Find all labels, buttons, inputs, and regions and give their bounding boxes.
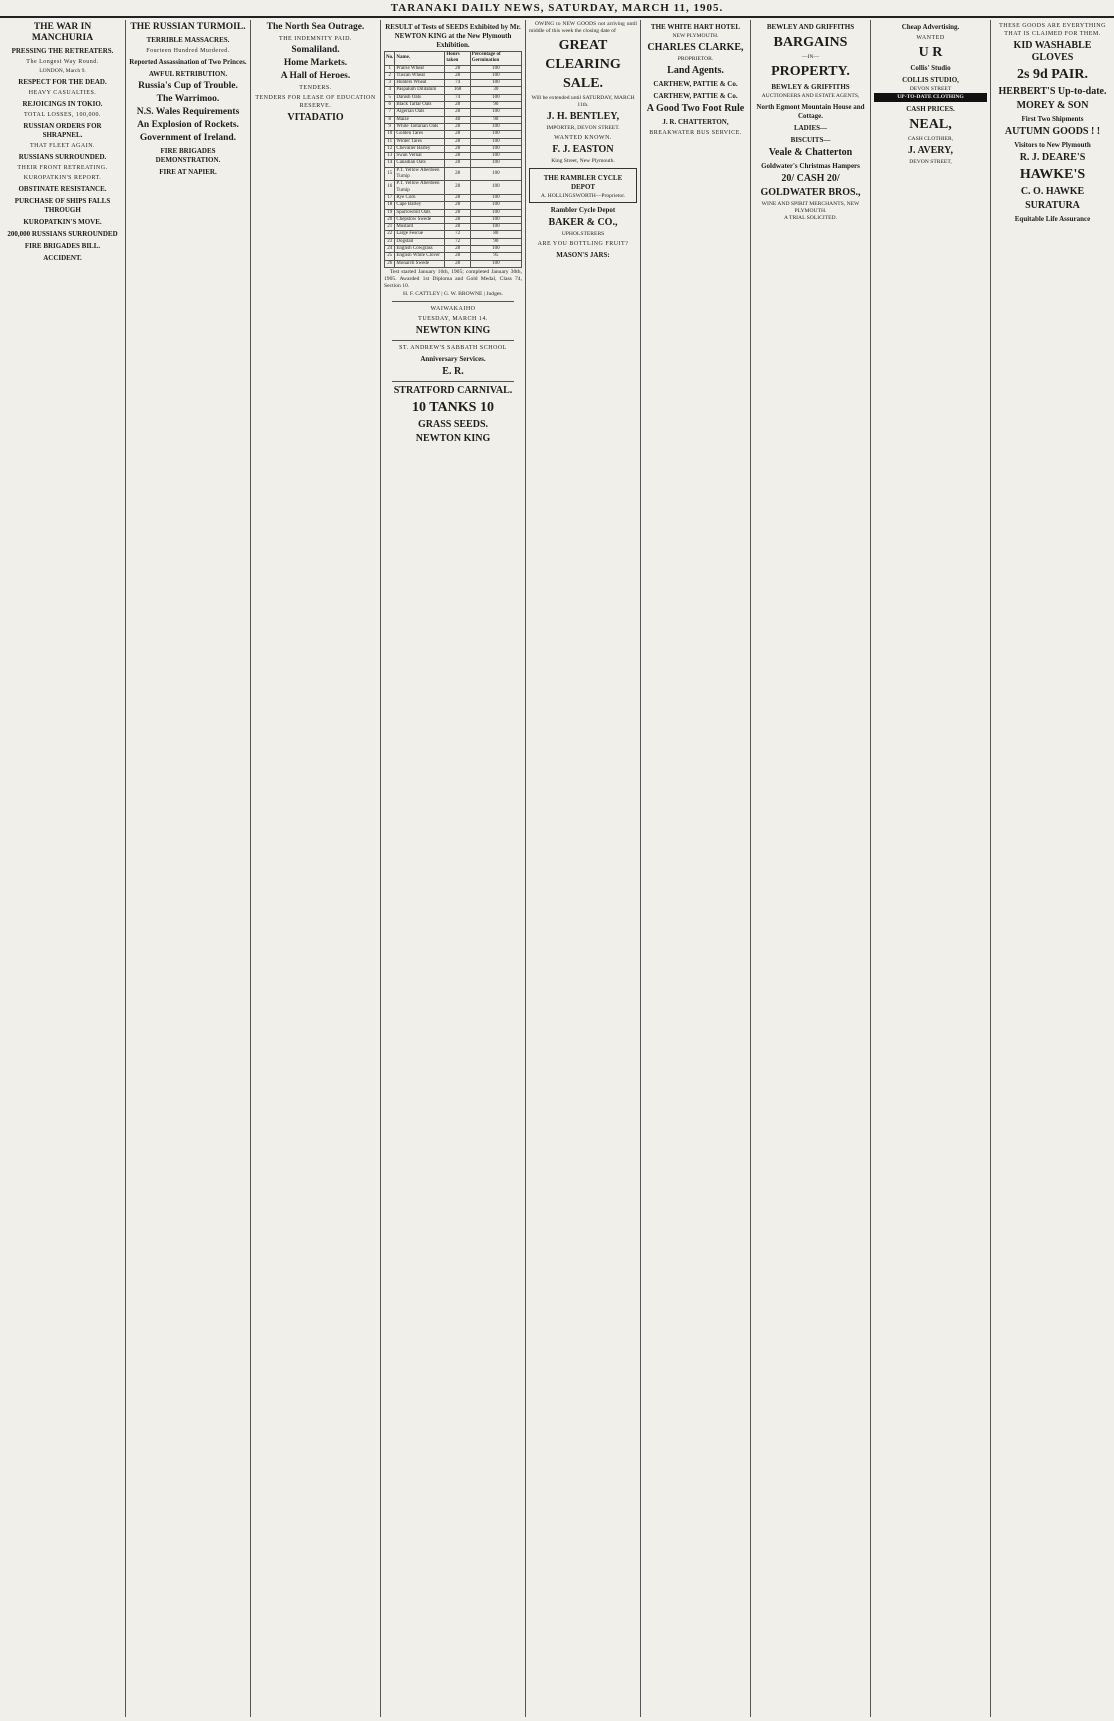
table-cell: White Tartarian Oats [395,123,445,130]
first-shipments: First Two Shipments [1021,115,1084,123]
table-cell: English White Clover [395,253,445,260]
table-cell: 23 [385,238,395,245]
seeds-table-body [385,65,522,267]
table-cell: 12 [385,145,395,152]
subhead-murdered: Fourteen Hundred Murdered. [146,48,230,54]
col-header: No. [385,52,395,66]
section-heading: Reported Assassination of Two Princes. [129,58,247,66]
table-cell: Mustard [395,224,445,231]
wanted-known: WANTED KNOWN. [554,135,612,141]
clarke-name: CHARLES CLARKE, [647,42,744,53]
headline-war: THE WAR IN MANCHURIA [31,22,94,43]
table-cell: 100 [470,202,521,209]
table-cell: 100 [470,153,521,160]
sale-word-great: GREAT [558,38,608,53]
seeds-table-header-row [385,52,522,66]
table-row [385,181,522,195]
table-cell: 28 [445,109,470,116]
col-header: Percentage of Germination [470,52,521,66]
table-row [385,145,522,152]
trial: A TRIAL SOLICITED. [784,215,837,221]
table-cell: 7 [385,109,395,116]
table-row [385,216,522,223]
rambler-title-2: Rambler Cycle Depot [550,206,616,214]
section-heading: N.S. Wales Requirements [136,107,240,117]
table-cell: 9 [385,123,395,130]
good-rule: A Good Two Foot Rule [646,103,745,114]
veale-chatterton: Veale & Chatterton [768,147,853,158]
baker-sub: UPHOLSTERERS [561,231,605,237]
table-cell: 72 [445,231,470,238]
sale-date: TUESDAY, MARCH 14. [418,315,488,322]
rambler-title: THE RAMBLER CYCLE DEPOT [543,174,623,191]
hotel-name: THE WHITE HART HOTEL [650,23,741,31]
column-north-sea [250,20,380,1717]
table-cell: 80 [470,231,521,238]
dateline: LONDON, March 9. [39,68,86,74]
table-cell: 100 [470,131,521,138]
table-row [385,123,522,130]
goldwater-sub: WINE AND SPIRIT MERCHANTS, NEW PLYMOUTH. [761,201,860,214]
section-heading: RUSSIAN ORDERS FOR SHRAPNEL. [23,122,102,139]
table-cell: 28 [445,181,470,195]
cheap-advertising: Cheap Advertising. [901,23,960,31]
table-cell: 100 [470,109,521,116]
table-cell: 100 [470,181,521,195]
table-cell: 2 [385,72,395,79]
headline-russian: THE RUSSIAN TURMOIL. [130,22,246,32]
easton-sub: King Street, New Plymouth. [551,158,615,164]
hawke-2: C. O. HAWKE [1020,186,1085,197]
carthew-name: CARTHEW, PATTIE & Co. [653,80,738,88]
sale-firm: NEWTON KING [415,324,491,336]
table-cell: 28 [445,145,470,152]
masons-jars: MASON'S JARS: [556,251,610,259]
table-row [385,224,522,231]
stratford-carnival: STRATFORD CARNIVAL. [393,384,513,396]
equitable-life: Equitable Life Assurance [1014,215,1091,223]
table-cell: Golden Tares [395,131,445,138]
seeds-table [384,51,522,268]
section-heading: FIRE BRIGADES BILL. [24,242,101,250]
table-row [385,87,522,94]
newton-king-footer: NEWTON KING [415,432,491,444]
easton-name: F. J. EASTON [552,144,614,155]
table-cell: 28 [445,194,470,201]
table-row [385,109,522,116]
table-row [385,153,522,160]
table-cell: 28 [445,72,470,79]
table-cell: Rye Corn [395,194,445,201]
table-cell: 100 [470,72,521,79]
table-cell: 5 [385,94,395,101]
bus-service: BREAKWATER BUS SERVICE. [649,130,742,136]
visitors: Visitors to New Plymouth [1014,141,1091,149]
table-cell: Sparrowbill Oats [395,209,445,216]
section-heading: Somaliland. [291,45,340,55]
neal-sub: CASH CLOTHIER, [907,136,954,142]
u-r: U R [918,45,943,60]
table-cell: P.T. Yellow Aberdeen Turnip [395,181,445,195]
col-header: Name. [395,52,445,66]
table-cell: 18 [385,202,395,209]
section-heading: RUSSIANS SURROUNDED. [18,153,107,161]
table-cell: 28 [445,246,470,253]
baker-name: BAKER & CO., [548,217,618,228]
section-heading: TENDERS FOR LEASE OF EDUCATION RESERVE. [255,95,376,109]
section-heading: ACCIDENT. [43,254,82,262]
table-row [385,160,522,167]
section-heading: THAT FLEET AGAIN. [29,143,96,149]
glove-price: 2s 9d PAIR. [1017,67,1088,82]
column-cheap-ads [870,20,990,1717]
subhead-pressing: PRESSING THE RETREATERS. [11,47,114,55]
collis-studio-2: COLLIS STUDIO, [902,76,959,84]
table-cell: Canadian Oats [395,160,445,167]
sale-dates: Will be extended until SATURDAY, MARCH 11th. [531,95,635,108]
table-cell: 100 [470,167,521,181]
table-cell: 90 [470,238,521,245]
table-cell: 21 [385,224,395,231]
table-row [385,231,522,238]
masthead: TARANAKI DAILY NEWS, SATURDAY, MARCH 11, 1905. [0,0,1114,18]
table-cell: 15 [385,167,395,181]
table-row [385,116,522,123]
cash-price: 20/ CASH 20/ [781,173,840,184]
table-cell: 28 [445,260,470,267]
table-cell: 100 [470,260,521,267]
cash-prices: CASH PRICES. [906,105,955,113]
table-cell: 28 [445,153,470,160]
table-cell: 28 [445,167,470,181]
table-cell: 100 [470,123,521,130]
table-cell: 14 [385,160,395,167]
table-cell: Paspalum Dilitatum [395,87,445,94]
headline-north-sea: The North Sea Outrage. [266,22,365,32]
table-cell: Maize [395,116,445,123]
subhead-longest-way: The Longest Way Round. [26,59,99,65]
table-cell: 100 [470,145,521,152]
section-heading: 200,000 RUSSIANS SURROUNDED [7,230,118,238]
subhead-massacres: TERRIBLE MASSACRES. [146,36,230,44]
section-heading: PURCHASE OF SHIPS FALLS THROUGH [14,197,111,214]
seeds-footer: Test started January 16th, 1905; completed January 30th, 1905. Awarded 1st Diploma and Gold Medal, Class 74, Section 10. [384,268,522,289]
deare: R. J. DEARE'S [1019,152,1086,163]
table-cell: 26 [385,260,395,267]
table-cell: 28 [445,202,470,209]
collis-studio: Collis' Studio [910,64,951,72]
table-cell: 6 [385,102,395,109]
suratura: SURATURA [1025,200,1080,211]
section-heading: KUROPATKIN'S MOVE. [23,218,102,226]
autumn-goods: AUTUMN GOODS ! ! [1004,126,1101,137]
table-cell: 100 [470,94,521,101]
table-cell: Danish Oats [395,94,445,101]
column-kid-gloves [990,20,1114,1717]
table-cell: 28 [445,138,470,145]
table-cell: 48 [445,116,470,123]
table-cell: Large Fescue [395,231,445,238]
table-row [385,238,522,245]
table-cell: 90 [470,116,521,123]
table-cell: 25 [385,253,395,260]
table-row [385,194,522,201]
uptodate-clothing: UP-TO-DATE CLOTHING [874,93,987,102]
property: PROPERTY. [771,64,850,79]
land-agents: Land Agents. [667,65,724,76]
table-cell: 28 [445,160,470,167]
table-cell: 8 [385,116,395,123]
section-heading: THEIR FRONT RETREATING. [17,165,108,171]
section-heading: An Explosion of Rockets. [137,120,239,130]
table-cell: P.T. Yellow Aberdeen Turnip [395,167,445,181]
table-cell: Chevalier Barley [395,145,445,152]
table-cell: Swan Vernal [395,153,445,160]
section-heading: Home Markets. [283,58,348,68]
column-seeds [380,20,525,1717]
table-cell: Tuscan Wheat [395,72,445,79]
table-cell: 19 [385,209,395,216]
vitadatio-ad: VITADATIO [287,112,344,123]
rambler-prop: A. HOLLINGSWORTH—Proprietor. [540,193,626,199]
table-cell: Winter Tares [395,138,445,145]
table-cell: 28 [445,253,470,260]
in: —IN— [801,54,820,60]
goldwater-hampers: Goldwater's Christmas Hampers [761,162,860,170]
table-row [385,131,522,138]
table-cell: 100 [470,224,521,231]
table-row [385,102,522,109]
table-cell: 28 [445,123,470,130]
table-row [385,202,522,209]
table-row [385,80,522,87]
table-row [385,65,522,72]
column-russian-turmoil [125,20,250,1717]
table-cell: 13 [385,153,395,160]
tanks-ad: 10 TANKS 10 [412,399,494,415]
section-heading: KUROPATKIN'S REPORT. [23,175,102,181]
section-heading: FIRE BRIGADES DEMONSTRATION. [155,147,221,164]
seeds-table-title: RESULT of Tests of SEEDS Exhibited by Mr. NEWTON KING at the New Plymouth Exhibition. [385,23,521,49]
section-heading: Russia's Cup of Trouble. [138,81,238,91]
auctioneers: AUCTIONEERS AND ESTATE AGENTS, [761,93,860,99]
avery-sub: DEVON STREET, [909,159,952,165]
kid-gloves: KID WASHABLE GLOVES [1013,40,1092,63]
table-row [385,260,522,267]
table-cell: 20 [385,216,395,223]
section-heading: TOTAL LOSSES, 100,000. [23,112,102,118]
table-cell: 100 [470,246,521,253]
table-cell: 28 [445,131,470,138]
column-clearing-sale [525,20,640,1717]
table-cell: Prairie Wheat [395,65,445,72]
table-cell: 74 [445,80,470,87]
table-cell: 4 [385,87,395,94]
tender-monogram: E. R. [442,365,464,377]
table-cell: 28 [445,65,470,72]
church-name: ST. ANDREW'S SABBATH SCHOOL [399,344,507,351]
column-bewley [750,20,870,1717]
table-cell: 30 [470,87,521,94]
table-cell: 10 [385,131,395,138]
clarke-sub: PROPRIETOR. [677,56,714,62]
neal: NEAL, [909,117,952,132]
table-cell: Chepstow Swede [395,216,445,223]
ladies: LADIES— [793,124,828,132]
section-heading: RESPECT FOR THE DEAD. [18,78,107,86]
col-header: Hours taken [445,52,470,66]
church-title: Anniversary Services. [420,354,486,363]
column-hotel [640,20,750,1717]
table-cell: 28 [445,102,470,109]
table-cell: 3 [385,80,395,87]
seeds-judges: H. F. CATTLEY | G. W. BROWNE | Judges. [403,290,503,297]
devon-street: DEVON STREET [909,86,952,92]
table-cell: 17 [385,194,395,201]
table-cell: Monarch Swede [395,260,445,267]
table-row [385,246,522,253]
table-cell: 100 [470,160,521,167]
bewley-name-2: BEWLEY & GRIFFITHS [771,83,850,91]
bentley-name: J. H. BENTLEY, [546,111,620,122]
table-cell: 100 [470,138,521,145]
table-row [385,209,522,216]
section-heading: FIRE AT NAPIER. [159,168,217,176]
table-row [385,138,522,145]
chatterton-name: J. R. CHATTERTON, [662,118,729,126]
table-cell: 28 [445,216,470,223]
table-cell: 100 [470,80,521,87]
section-heading: HEAVY CASUALTIES. [28,90,97,96]
egmont-house: North Egmont Mountain House and Cottage. [756,103,865,120]
morey-son: MOREY & SON [1016,100,1089,111]
table-cell: 100 [470,194,521,201]
hotel-sub: NEW PLYMOUTH. [672,33,719,39]
herberts: HERBERT'S Up-to-date. [998,86,1107,97]
table-cell: Black Tartar Oats [395,102,445,109]
table-cell: 11 [385,138,395,145]
table-cell: English Cowgrass [395,246,445,253]
column-war-news [0,20,125,1717]
table-row [385,167,522,181]
these-goods: THESE GOODS ARE EVERYTHING THAT IS CLAIMED FOR THEM. [999,23,1106,37]
bargains: BARGAINS [773,35,848,50]
table-cell: Cape Barley [395,202,445,209]
section-heading: Government of Ireland. [139,133,237,143]
grass-seeds: GRASS SEEDS. [417,418,489,430]
table-cell: 100 [470,209,521,216]
wanted: WANTED [916,35,945,41]
fruit-question: ARE YOU BOTTLING FRUIT? [537,241,629,247]
table-cell: 100 [470,65,521,72]
biscuits: BISCUITS— [790,136,831,144]
table-row [385,253,522,260]
goldwater-bros: GOLDWATER BROS., [760,187,861,198]
table-cell: 95 [470,253,521,260]
section-heading: AWFUL RETRIBUTION. [148,70,228,78]
avery: J. AVERY, [908,145,953,156]
table-row [385,94,522,101]
hawke: HAWKE'S [1019,167,1086,182]
table-row [385,72,522,79]
table-cell: 24 [385,246,395,253]
table-cell: Algerian Oats [395,109,445,116]
table-cell: Dogstail [395,238,445,245]
section-heading: The Warrimoo. [156,94,220,104]
owing-notice: OWING to NEW GOODS not arriving until middle of this week the closing date of [529,21,637,34]
sale-word-sale: SALE. [562,76,604,91]
table-cell: 1 [385,65,395,72]
table-cell: 168 [445,87,470,94]
table-cell: 100 [470,216,521,223]
table-cell: 72 [445,238,470,245]
section-heading: OBSTINATE RESISTANCE. [18,185,107,193]
table-cell: 28 [445,224,470,231]
section-heading: TENDERS. [299,85,332,91]
section-heading: REJOICINGS IN TOKIO. [22,100,103,108]
sale-word-clearing: CLEARING [545,57,621,72]
table-cell: 22 [385,231,395,238]
bentley-sub: IMPORTER, DEVON STREET. [546,125,620,131]
table-cell: 90 [470,102,521,109]
section-heading: A Hall of Heroes. [280,71,351,81]
table-cell: Hunters Wheat [395,80,445,87]
section-heading: THE INDEMNITY PAID. [279,36,352,42]
table-cell: 28 [445,209,470,216]
carthew-name-2: CARTHEW, PATTIE & Co. [653,92,738,100]
table-cell: 16 [385,181,395,195]
bewley-name: BEWLEY AND GRIFFITHS [766,23,855,31]
table-cell: 74 [445,94,470,101]
sale-title: WAIWAKAIHO [430,305,476,312]
